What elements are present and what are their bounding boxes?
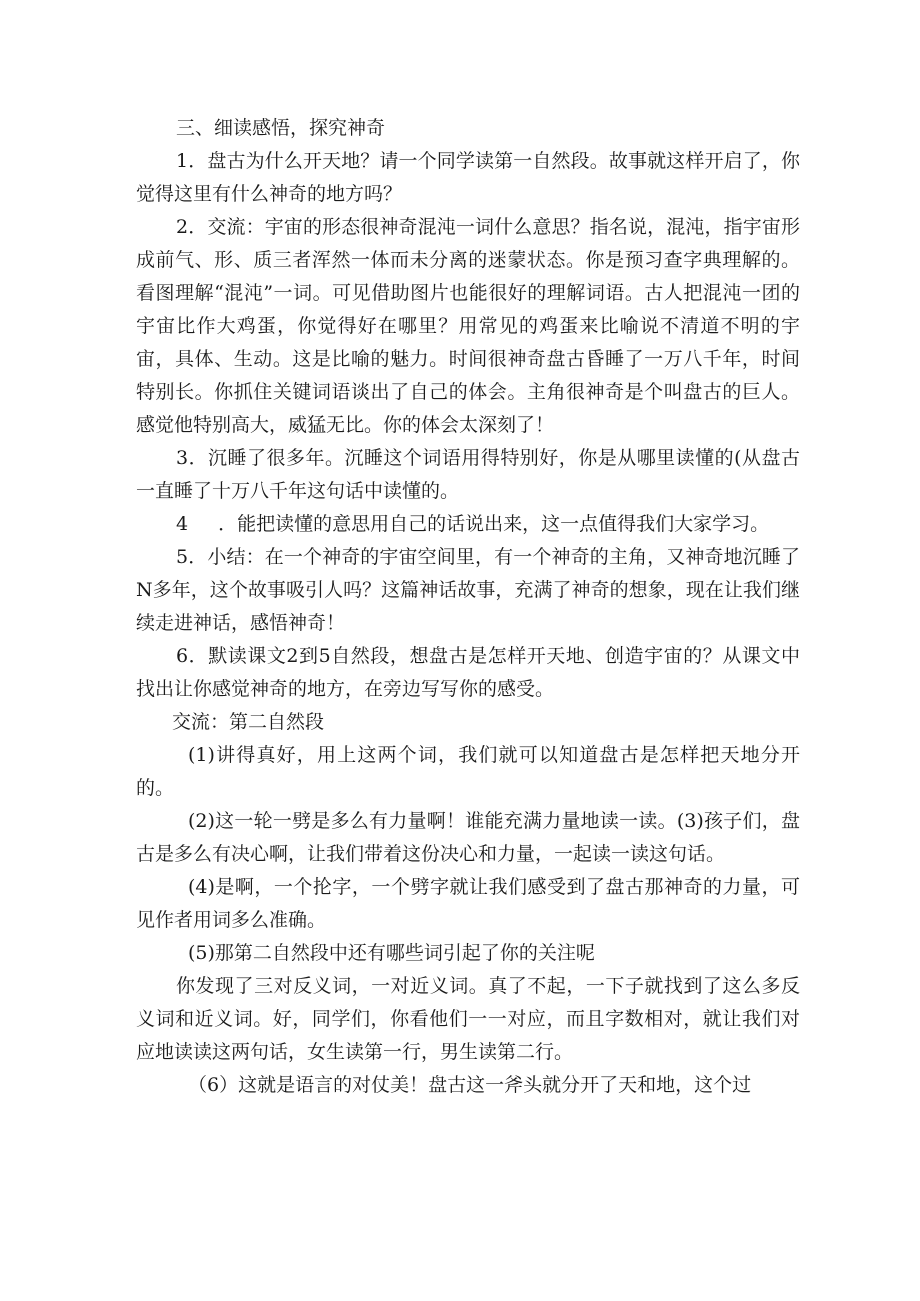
paragraph-4-text: ．能把读懂的意思用自己的话说出来，这一点值得我们大家学习。 [218,513,770,535]
paragraph-4-number: 4 [176,513,189,535]
sub-item-5: (5)那第二自然段中还有哪些词引起了你的关注呢 [188,942,595,964]
paragraph-1: 1．盘古为什么开天地？请一个同学读第一自然段。故事就这样开启了，你觉得这里有什么神奇的地方吗？ [136,150,800,205]
exchange-label: 交流：第二自然段 [172,711,325,733]
sub-item-6: （6）这就是语言的对仗美！盘古这一斧头就分开了天和地，这个过 [188,1074,752,1096]
sub-item-5-continued: 你发现了三对反义词，一对近义词。真了不起，一下子就找到了这么多反义词和近义词。好，同学们，你看他们一一对应，而且字数相对，就让我们对应地读读这两句话，女生读第一行，男生读第二行。 [136,975,800,1063]
paragraph-5: 5．小结：在一个神奇的宇宙空间里，有一个神奇的主角，又神奇地沉睡了N多年，这个故事吸引人吗？这篇神话故事，充满了神奇的想象，现在让我们继续走进神话，感悟神奇！ [136,546,800,634]
section-heading: 三、细读感悟，探究神奇 [176,117,386,139]
sub-item-1: (1)讲得真好，用上这两个词，我们就可以知道盘古是怎样把天地分开的。 [136,744,800,799]
document-page [136,112,800,1102]
paragraph-6: 6．默读课文2到5自然段，想盘古是怎样开天地、创造宇宙的？从课文中找出让你感觉神奇的地方，在旁边写写你的感受。 [136,645,800,700]
paragraph-2: 2．交流：宇宙的形态很神奇混沌一词什么意思？指名说，混沌，指宇宙形成前气、形、质三者浑然一体而未分离的迷蒙状态。你是预习查字典理解的。看图理解“混沌”一词。可见借助图片也能很好的理解词语。古人把混沌一团的宇宙比作大鸡蛋，你觉得好在哪里？用常见的鸡蛋来比喻说不清道不明的宇宙，具体、生动。这是比喻的魅力。时间很神奇盘古昏睡了一万八千年，时间特别长。你抓住关键词语谈出了自己的体会。主角很神奇是个叫盘古的巨人。感觉他特别高大，威猛无比。你的体会太深刻了！ [136,216,800,436]
sub-item-2-3: (2)这一轮一劈是多么有力量啊！谁能充满力量地读一读。(3)孩子们，盘古是多么有决心啊，让我们带着这份决心和力量，一起读一读这句话。 [136,810,800,865]
paragraph-4 [136,508,800,541]
sub-item-4: (4)是啊，一个抡字，一个劈字就让我们感受到了盘古那神奇的力量，可见作者用词多么准确。 [136,876,800,931]
paragraph-3: 3．沉睡了很多年。沉睡这个词语用得特别好，你是从哪里读懂的(从盘古一直睡了十万八千年这句话中读懂的。 [136,447,800,502]
